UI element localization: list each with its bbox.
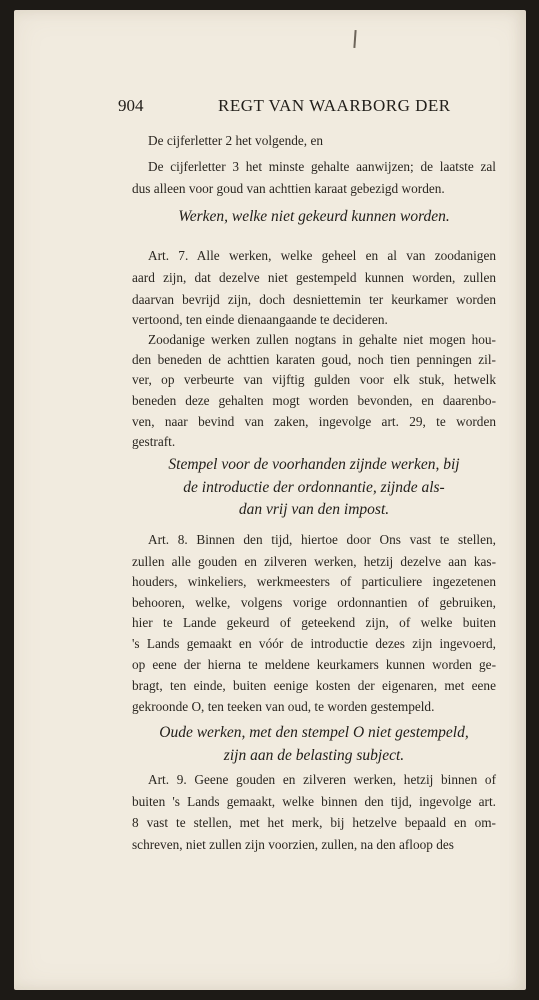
paragraph-line: behooren, welke, volgens vorige ordonnantien of gebruiken,	[132, 595, 496, 610]
paragraph-line: 8 vast te stellen, met het merk, bij hetzelve bepaald en om-	[132, 815, 496, 830]
paragraph-line: buiten 's Lands gemaakt, welke binnen den tijd, ingevolge art.	[132, 794, 496, 809]
paragraph-line: gestraft.	[132, 434, 176, 449]
paragraph-line: 's Lands gemaakt en vóór de introductie dezes zijn ingevoerd,	[132, 636, 496, 651]
paragraph-line: De cijferletter 2 het volgende, en	[148, 133, 323, 148]
paragraph-line: ven, naar bevind van zaken, ingevolge art. 29, te worden	[132, 414, 496, 429]
paragraph-line: schreven, niet zullen zijn voorzien, zullen, na den afloop des	[132, 837, 454, 852]
section-heading-line: Werken, welke niet gekeurd kunnen worden.	[178, 208, 450, 225]
paragraph-line: ver, op verbeurte van vijftig gulden voor elk stuk, hetwelk	[132, 372, 496, 387]
section-heading-line: Stempel voor de voorhanden zijnde werken, bij	[168, 456, 460, 473]
paragraph-line: aard zijn, dat dezelve niet gestempeld kunnen worden, zullen	[132, 270, 496, 285]
page-number: 904	[118, 96, 144, 115]
running-title: REGT VAN WAARBORG DER	[218, 96, 451, 115]
section-heading-line: de introductie der ordonnantie, zijnde als-	[183, 479, 445, 496]
paragraph-line: hier te Lande gekeurd of geteekend zijn, of welke buiten	[132, 615, 496, 630]
paragraph-line: bragt, ten einde, buiten eenige kosten der eigenaren, met eene	[132, 678, 496, 693]
paragraph-line: beneden deze gehalten mogt worden bevonden, en daarenbo-	[132, 393, 496, 408]
paragraph-line: daarvan bevrijd zijn, doch desniettemin ter keurkamer worden	[132, 292, 496, 307]
gutter-mark	[353, 30, 356, 48]
paragraph-line: De cijferletter 3 het minste gehalte aanwijzen; de laatste zal	[148, 159, 496, 174]
paragraph-line: Art. 8. Binnen den tijd, hiertoe door Ons vast te stellen,	[148, 532, 496, 547]
paragraph-line: zullen alle gouden en zilveren werken, hetzij dezelve aan kas-	[132, 554, 496, 569]
paragraph-line: Art. 9. Geene gouden en zilveren werken, hetzij binnen of	[148, 772, 496, 787]
paragraph-line: Zoodanige werken zullen nogtans in gehalte niet mogen hou-	[148, 332, 496, 347]
paragraph-line: gekroonde O, ten teeken van oud, te worden gestempeld.	[132, 699, 435, 714]
book-page	[14, 10, 526, 990]
paragraph-line: Art. 7. Alle werken, welke geheel en al van zoodanigen	[148, 248, 496, 263]
section-heading-line: dan vrij van den impost.	[238, 501, 390, 518]
paragraph-line: dus alleen voor goud van achttien karaat gebezigd worden.	[132, 181, 445, 196]
section-heading-line: zijn aan de belasting subject.	[223, 747, 405, 764]
paragraph-line: houders, winkeliers, werkmeesters of particuliere ingezetenen	[132, 574, 496, 589]
paragraph-line: den beneden de achttien karaten goud, noch tien penningen zil-	[132, 352, 496, 367]
paragraph-line: op eene der hierna te meldene keurkamers kunnen worden ge-	[132, 657, 496, 672]
running-header	[118, 96, 498, 122]
section-heading-line: Oude werken, met den stempel O niet gestempeld,	[159, 724, 469, 741]
paragraph-line: vertoond, ten einde dienaangaande te decideren.	[132, 312, 388, 327]
